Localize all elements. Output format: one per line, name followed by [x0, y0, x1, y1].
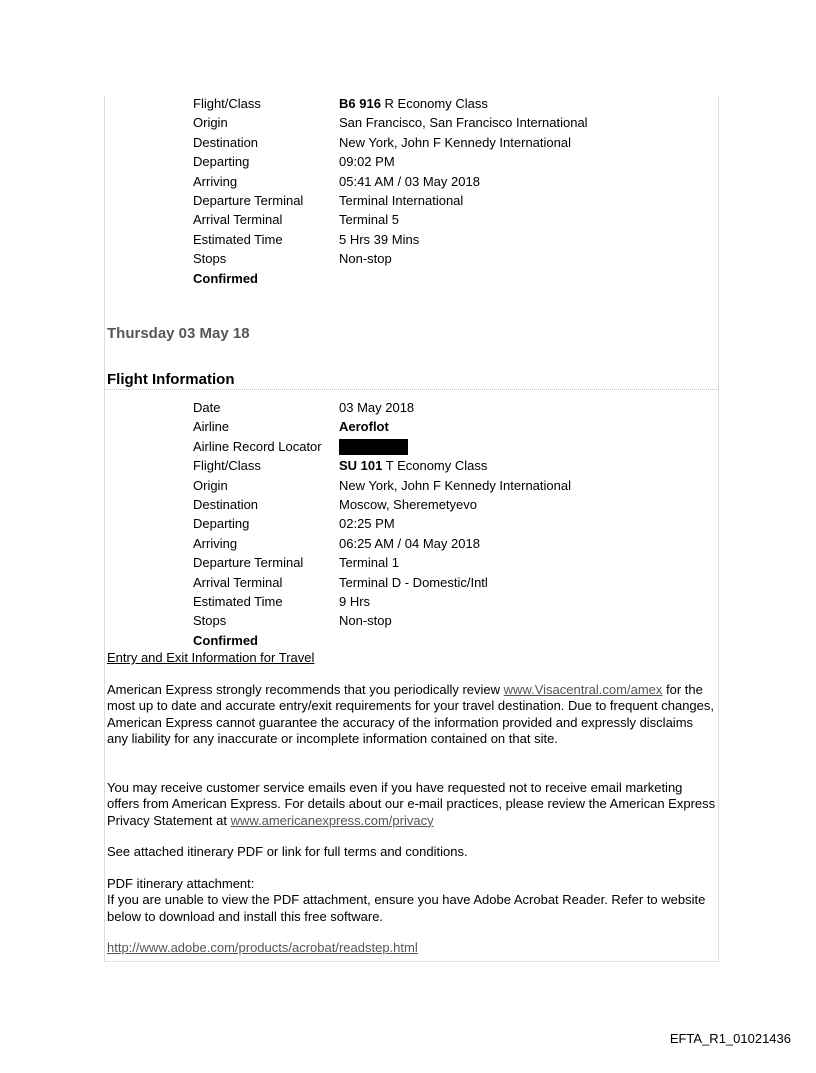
detail-value: Terminal 5	[339, 212, 399, 228]
document-id: EFTA_R1_01021436	[669, 1031, 791, 1046]
adobe-link[interactable]: http://www.adobe.com/products/acrobat/readstep.html	[107, 940, 418, 955]
airline-name: Aeroflot	[339, 419, 389, 435]
detail-label: Flight/Class	[193, 458, 261, 474]
detail-label: Origin	[193, 477, 228, 493]
paragraph-text: PDF itinerary attachment:	[107, 876, 255, 891]
detail-value: 02:25 PM	[339, 516, 395, 532]
status-confirmed: Confirmed	[193, 270, 258, 286]
detail-label: Airline Record Locator	[193, 438, 322, 454]
class-text: T Economy Class	[382, 458, 488, 474]
detail-label: Arriving	[193, 173, 238, 189]
detail-label: Arrival Terminal	[193, 574, 283, 590]
detail-value: 03 May 2018	[339, 400, 415, 415]
detail-value: Non-stop	[339, 251, 392, 267]
privacy-link[interactable]: www.americanexpress.com/privacy	[230, 812, 434, 828]
detail-value	[339, 94, 488, 113]
detail-value: San Francisco, San Francisco International	[339, 115, 588, 131]
flight-number: SU 101	[339, 458, 383, 474]
detail-value: New York, John F Kennedy International	[339, 134, 571, 150]
section-heading: Flight Information	[107, 371, 235, 388]
section-divider	[104, 389, 719, 390]
paragraph-text: If you are unable to view the PDF attachment, ensure you have Adobe Acrobat Reader. Refer to website below to download and install this free software.	[107, 892, 706, 924]
paragraph-text: American Express strongly recommends that you periodically review	[107, 682, 504, 697]
detail-label: Departing	[193, 516, 250, 532]
detail-value: 06:25 AM / 04 May 2018	[339, 535, 480, 551]
detail-label: Estimated Time	[193, 231, 283, 247]
pdf-paragraph	[107, 876, 717, 925]
detail-value: Terminal International	[339, 192, 464, 208]
day-heading: Thursday 03 May 18	[107, 325, 250, 342]
flight-number: B6 916	[339, 96, 381, 111]
detail-value: Terminal 1	[339, 555, 399, 571]
class-text: R Economy Class	[380, 96, 488, 111]
paragraph-text: for the most up to date and accurate entry/exit requirements for your travel destination. Due to frequent changes, American Express cannot guarantee the accuracy of the information provided and expressly disclaims any liability for any inaccurate or incomplete information contained on that site.	[107, 682, 715, 747]
terms-paragraph: See attached itinerary PDF or link for full terms and conditions.	[107, 844, 468, 859]
detail-label: Stops	[193, 251, 227, 267]
detail-label: Origin	[193, 115, 228, 131]
detail-label: Departure Terminal	[193, 555, 304, 571]
visa-paragraph	[107, 682, 717, 748]
detail-label: Estimated Time	[193, 593, 283, 609]
detail-value: Terminal D - Domestic/Intl	[339, 574, 488, 590]
detail-value: New York, John F Kennedy International	[339, 477, 571, 493]
detail-value	[339, 437, 408, 456]
detail-label: Arriving	[193, 535, 238, 551]
adobe-paragraph	[107, 940, 717, 956]
paragraph-text: You may receive customer service emails even if you have requested not to receive email marketing offers from American Express. For details about our e-mail practices, please review the American Express Privacy Statement at	[107, 780, 716, 828]
detail-label: Airline	[193, 419, 230, 435]
status-confirmed: Confirmed	[193, 632, 258, 648]
detail-label: Date	[193, 400, 221, 415]
detail-value: Moscow, Sheremetyevo	[339, 496, 478, 512]
detail-value: 09:02 PM	[339, 154, 395, 170]
detail-value: Non-stop	[339, 613, 392, 629]
detail-label: Departure Terminal	[193, 192, 304, 208]
redaction-block	[339, 439, 408, 455]
detail-value	[339, 456, 487, 475]
detail-label: Departing	[193, 154, 250, 170]
detail-value	[339, 417, 389, 436]
detail-label: Stops	[193, 613, 227, 629]
detail-value: 05:41 AM / 03 May 2018	[339, 173, 480, 189]
detail-value: 9 Hrs	[339, 593, 371, 609]
detail-label: Destination	[193, 134, 259, 150]
detail-value: 5 Hrs 39 Mins	[339, 231, 420, 247]
detail-label: Flight/Class	[193, 96, 261, 111]
detail-label: Destination	[193, 496, 259, 512]
visacentral-link[interactable]: www.Visacentral.com/amex	[503, 682, 663, 697]
privacy-paragraph	[107, 780, 717, 829]
entry-exit-info-link[interactable]: Entry and Exit Information for Travel	[107, 650, 315, 665]
detail-label: Arrival Terminal	[193, 212, 283, 228]
